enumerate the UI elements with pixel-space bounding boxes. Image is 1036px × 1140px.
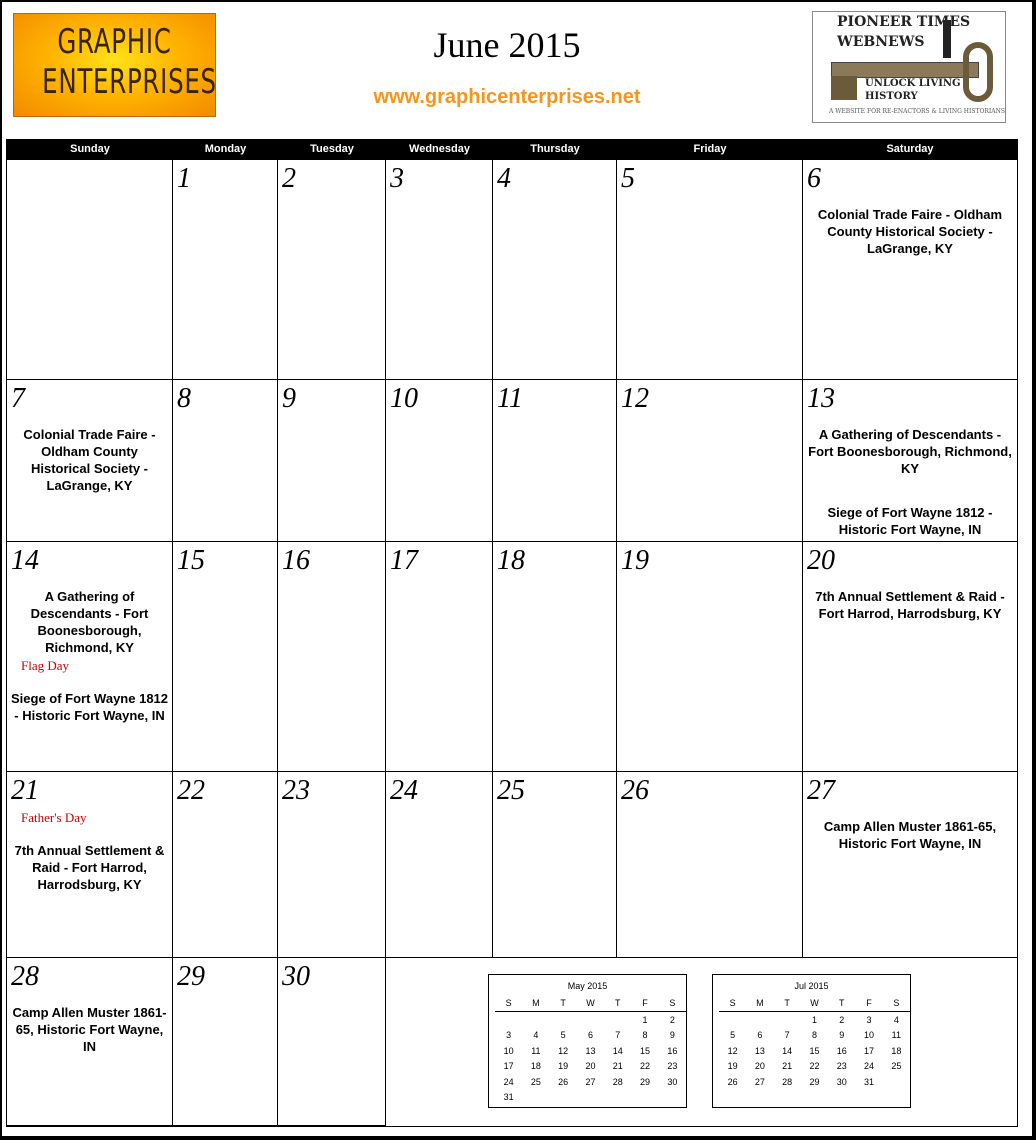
- mini-day: [774, 1012, 801, 1028]
- mini-day: 13: [754, 1045, 765, 1056]
- day-number: 23: [282, 775, 310, 806]
- mini-day: 31: [503, 1092, 514, 1103]
- mini-day: 14: [612, 1045, 623, 1056]
- mini-calendar-table: [495, 995, 686, 1105]
- day-number: 9: [282, 383, 296, 414]
- day-number: 18: [497, 545, 525, 576]
- mini-day: 18: [891, 1045, 902, 1056]
- mini-day: 17: [864, 1045, 875, 1056]
- day-cell-12[interactable]: [617, 380, 803, 542]
- mini-day: 28: [612, 1076, 623, 1087]
- day-header-tuesday: Tuesday: [310, 143, 354, 155]
- day-number: 1: [177, 163, 191, 194]
- day-cell-4[interactable]: [493, 160, 617, 380]
- mini-weekday-header: W: [801, 995, 828, 1012]
- holiday-label: Father's Day: [21, 810, 87, 825]
- day-number: 22: [177, 775, 205, 806]
- mini-day: 20: [754, 1061, 765, 1072]
- day-header-wednesday: Wednesday: [409, 143, 470, 155]
- mini-weekday-header: T: [604, 995, 631, 1012]
- day-number: 4: [497, 163, 511, 194]
- holiday-label: Flag Day: [21, 658, 70, 673]
- day-number: 15: [177, 545, 205, 576]
- mini-day: [604, 1090, 631, 1106]
- logo-left-line2: ENTERPRISES: [42, 62, 217, 102]
- logo-right-tagline: A WEBSITE FOR RE-ENACTORS & LIVING HISTORIANS: [829, 108, 1005, 115]
- mini-day: 30: [836, 1076, 847, 1087]
- mini-day: 16: [667, 1045, 678, 1056]
- event-item[interactable]: Camp Allen Muster 1861-65, Historic Fort Wayne, IN: [12, 1005, 167, 1054]
- mini-day: 9: [839, 1030, 845, 1041]
- day-cell-26[interactable]: [617, 772, 803, 958]
- day-cell-5[interactable]: [617, 160, 803, 380]
- day-number: 6: [807, 163, 821, 194]
- mini-day: 31: [864, 1076, 875, 1087]
- calendar-page: [2, 2, 1032, 1136]
- day-cell-27[interactable]: [803, 772, 1017, 958]
- day-number: 8: [177, 383, 191, 414]
- day-number: 7: [11, 383, 25, 414]
- mini-weekday-header: T: [550, 995, 577, 1012]
- day-number: 30: [282, 961, 310, 992]
- mini-calendar-table: [719, 995, 910, 1090]
- day-header-thursday: Thursday: [530, 143, 580, 155]
- day-cell-3[interactable]: [386, 160, 493, 380]
- mini-day: [604, 1012, 631, 1028]
- mini-day: 2: [839, 1014, 845, 1025]
- event-item[interactable]: Colonial Trade Faire - Oldham County Historical Society - LaGrange, KY: [23, 427, 156, 493]
- mini-day: 11: [531, 1045, 541, 1056]
- day-cell-17[interactable]: [386, 542, 493, 772]
- mini-day: 21: [612, 1061, 623, 1072]
- day-cell-19[interactable]: [617, 542, 803, 772]
- mini-day: 10: [864, 1030, 875, 1041]
- mini-day: 24: [503, 1076, 514, 1087]
- mini-day: 21: [782, 1061, 793, 1072]
- mini-day: 8: [811, 1030, 817, 1041]
- day-number: 19: [621, 545, 649, 576]
- mini-day: [883, 1074, 910, 1090]
- key-ring-icon: [963, 42, 993, 102]
- mini-weekday-header: T: [828, 995, 855, 1012]
- day-header-friday: Friday: [693, 143, 727, 155]
- logo-right-line3: UNLOCK LIVING: [865, 78, 961, 89]
- day-number: 24: [390, 775, 418, 806]
- day-number: 3: [390, 163, 404, 194]
- day-cell-15[interactable]: [173, 542, 278, 772]
- mini-day: [577, 1012, 604, 1028]
- mini-weekday-header: M: [746, 995, 773, 1012]
- mini-day: 12: [727, 1045, 738, 1056]
- event-item[interactable]: A Gathering of Descendants - Fort Boonesborough, Richmond, KY: [30, 589, 149, 655]
- mini-day: 22: [640, 1061, 651, 1072]
- mini-day: 2: [669, 1014, 675, 1025]
- header: [2, 2, 1032, 138]
- graphic-enterprises-logo: [13, 13, 216, 117]
- mini-day: 27: [585, 1076, 596, 1087]
- event-item[interactable]: A Gathering of Descendants - Fort Boonesborough, Richmond, KY: [808, 427, 1012, 476]
- mini-day: 27: [754, 1076, 765, 1087]
- mini-day: 29: [809, 1076, 820, 1087]
- mini-day: 5: [560, 1030, 566, 1041]
- day-cell-30[interactable]: [278, 958, 386, 1126]
- mini-calendar-next: [712, 974, 911, 1108]
- logo-right-line2: WEBNEWS: [837, 34, 925, 50]
- mini-day: [719, 1012, 746, 1028]
- mini-day: 7: [784, 1030, 790, 1041]
- day-cell-28[interactable]: [7, 958, 173, 1126]
- mini-weekday-header: S: [659, 995, 686, 1012]
- logo-right-line4: HISTORY: [865, 91, 918, 102]
- day-cell-7[interactable]: [7, 380, 173, 542]
- mini-day: 7: [615, 1030, 621, 1041]
- mini-day: [550, 1090, 577, 1106]
- mini-day: 9: [669, 1030, 675, 1041]
- mini-weekday-header: S: [719, 995, 746, 1012]
- mini-day: 17: [503, 1061, 514, 1072]
- mini-day: 18: [530, 1061, 541, 1072]
- day-header-monday: Monday: [204, 143, 247, 155]
- page-title: June 2015: [433, 25, 581, 65]
- mini-day: 14: [782, 1045, 793, 1056]
- day-number: 16: [282, 545, 310, 576]
- mini-day: 22: [809, 1061, 820, 1072]
- mini-day: 11: [891, 1030, 901, 1041]
- mini-day: 19: [558, 1061, 569, 1072]
- mini-day: 26: [558, 1076, 569, 1087]
- logo-right-line1: PIONEER TIMES: [837, 14, 971, 30]
- event-item[interactable]: Siege of Fort Wayne 1812 - Historic Fort Wayne, IN: [11, 691, 169, 723]
- day-number: 25: [497, 775, 525, 806]
- day-number: 14: [11, 545, 39, 576]
- month-grid: [6, 139, 1018, 1127]
- day-cell-14[interactable]: [7, 542, 173, 772]
- mini-day: [550, 1012, 577, 1028]
- day-number: 21: [11, 775, 39, 806]
- day-cell-21[interactable]: [7, 772, 173, 958]
- day-cell-25[interactable]: [493, 772, 617, 958]
- day-cell-16[interactable]: [278, 542, 386, 772]
- mini-day: [659, 1090, 686, 1106]
- day-cell-18[interactable]: [493, 542, 617, 772]
- mini-day: 28: [782, 1076, 793, 1087]
- website-link[interactable]: www.graphicenterprises.net: [373, 86, 641, 108]
- mini-day: 16: [836, 1045, 847, 1056]
- day-cell-2[interactable]: [278, 160, 386, 380]
- mini-day: 12: [558, 1045, 569, 1056]
- day-number: 29: [177, 961, 205, 992]
- day-number: 11: [497, 383, 523, 414]
- mini-day: 1: [642, 1014, 648, 1025]
- mini-day: 26: [727, 1076, 738, 1087]
- mini-day: 13: [585, 1045, 596, 1056]
- day-number: 10: [390, 383, 418, 414]
- mini-day: [522, 1012, 549, 1028]
- mini-day: 1: [811, 1014, 817, 1025]
- mini-weekday-header: S: [883, 995, 910, 1012]
- day-cell-11[interactable]: [493, 380, 617, 542]
- mini-weekday-header: W: [577, 995, 604, 1012]
- mini-calendar-title: Jul 2015: [794, 981, 829, 991]
- mini-day: 5: [730, 1030, 736, 1041]
- day-number: 12: [621, 383, 649, 414]
- mini-weekday-header: M: [522, 995, 549, 1012]
- mini-day: [746, 1012, 773, 1028]
- day-cell-29[interactable]: [173, 958, 278, 1126]
- day-number: 17: [390, 545, 418, 576]
- mini-day: 8: [642, 1030, 648, 1041]
- day-cell-22[interactable]: [173, 772, 278, 958]
- mini-weekday-header: T: [774, 995, 801, 1012]
- event-item[interactable]: Siege of Fort Wayne 1812 - Historic Fort Wayne, IN: [827, 505, 993, 537]
- mini-day: 30: [667, 1076, 678, 1087]
- day-cell-1[interactable]: [173, 160, 278, 380]
- day-number: 26: [621, 775, 649, 806]
- mini-day: 6: [587, 1030, 593, 1041]
- day-cell-20[interactable]: [803, 542, 1017, 772]
- day-number: 2: [282, 163, 296, 194]
- mini-day: 15: [809, 1045, 820, 1056]
- mini-weekday-header: F: [855, 995, 882, 1012]
- day-cell-23[interactable]: [278, 772, 386, 958]
- logo-left-line1: GRAPHIC: [57, 22, 172, 62]
- mini-day: 24: [864, 1061, 875, 1072]
- day-number: 13: [807, 383, 835, 414]
- mini-day: 20: [585, 1061, 596, 1072]
- mini-day: 29: [640, 1076, 651, 1087]
- mini-day: 23: [667, 1061, 678, 1072]
- mini-day: 23: [836, 1061, 847, 1072]
- key-teeth-icon: [831, 76, 857, 100]
- mini-weekday-header: F: [631, 995, 658, 1012]
- event-item[interactable]: Colonial Trade Faire - Oldham County Historical Society - LaGrange, KY: [817, 207, 1003, 256]
- mini-weekday-header: S: [495, 995, 522, 1012]
- mini-day: [577, 1090, 604, 1106]
- mini-day: 19: [727, 1061, 738, 1072]
- day-cell-8[interactable]: [173, 380, 278, 542]
- day-cell-9[interactable]: [278, 380, 386, 542]
- mini-day: 25: [530, 1076, 541, 1087]
- day-number: 20: [807, 545, 835, 576]
- mini-day: 10: [503, 1045, 514, 1056]
- day-of-week-header: [7, 139, 1017, 160]
- event-item[interactable]: Camp Allen Muster 1861-65, Historic Fort Wayne, IN: [823, 819, 997, 851]
- mini-day: [495, 1012, 522, 1028]
- day-number: 5: [621, 163, 635, 194]
- mini-day: 6: [757, 1030, 763, 1041]
- mini-day: 15: [640, 1045, 651, 1056]
- day-cell-24[interactable]: [386, 772, 493, 958]
- mini-day: 4: [893, 1014, 899, 1025]
- mini-calendar-title: May 2015: [567, 981, 608, 991]
- day-cell-6[interactable]: [803, 160, 1017, 380]
- mini-day: 25: [891, 1061, 902, 1072]
- mini-day: 3: [866, 1014, 872, 1025]
- mini-day: 3: [506, 1030, 512, 1041]
- event-item[interactable]: 7th Annual Settlement & Raid - Fort Harrod, Harrodsburg, KY: [14, 843, 165, 892]
- mini-day: [522, 1090, 549, 1106]
- day-header-saturday: Saturday: [886, 143, 934, 155]
- pioneer-times-logo: [812, 11, 1006, 123]
- day-number: 28: [11, 961, 39, 992]
- day-header-sunday: Sunday: [70, 143, 110, 155]
- mini-day: [631, 1090, 658, 1106]
- day-cell-13[interactable]: [803, 380, 1017, 542]
- day-cell-10[interactable]: [386, 380, 493, 542]
- mini-calendar-previous: [488, 974, 687, 1108]
- mini-day: 4: [533, 1030, 539, 1041]
- event-item[interactable]: 7th Annual Settlement & Raid - Fort Harrod, Harrodsburg, KY: [815, 589, 1005, 621]
- day-number: 27: [807, 775, 835, 806]
- day-cell-empty[interactable]: [7, 160, 173, 380]
